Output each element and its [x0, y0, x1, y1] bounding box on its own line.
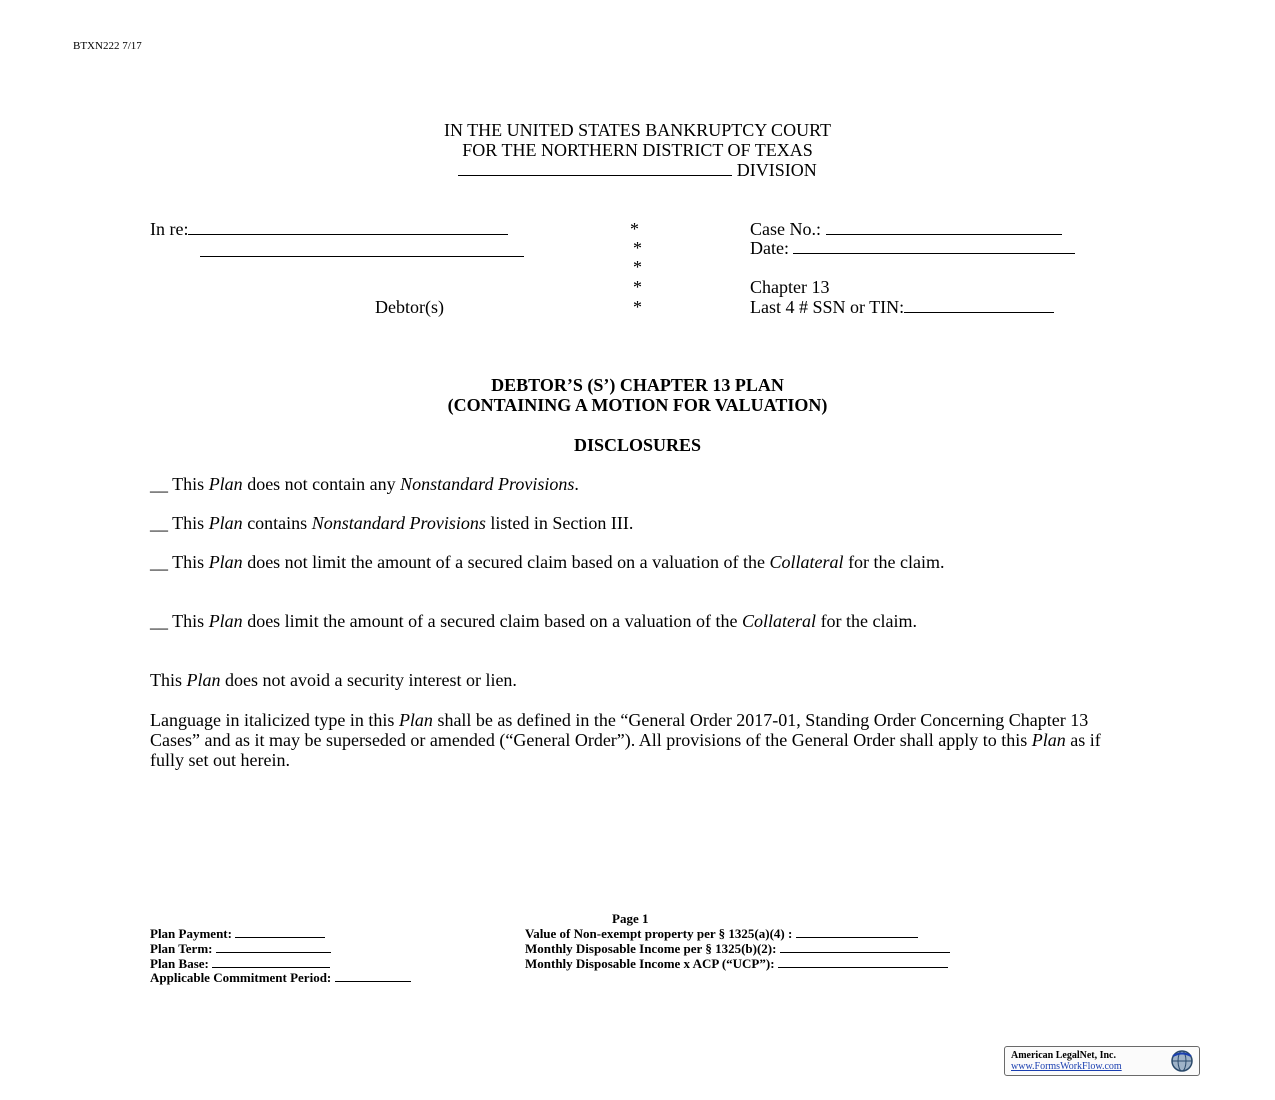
caption-star: * — [633, 238, 642, 258]
general-order-paragraph: Language in italicized type in this Plan shall be as defined in the “General Order 2017-01, Standing Order Concerning Chapter 13 Cases” and as it may be superseded or amended (“General Order”). All provisions of the General Order shall apply to this Plan as if fully set out herein. — [150, 710, 1101, 770]
mdi-line: Monthly Disposable Income per § 1325(b)(2): — [525, 941, 950, 956]
nonexempt-line: Value of Non-exempt property per § 1325(a)(4) : — [525, 926, 918, 941]
caption-star: * — [633, 277, 642, 297]
disclosure-has-nonstandard[interactable]: __ This Plan contains Nonstandard Provisions listed in Section III. — [150, 513, 634, 533]
caption-star: * — [630, 219, 639, 239]
caption-star: * — [633, 297, 642, 317]
plan-term-blank[interactable] — [216, 952, 331, 953]
legalnet-logo[interactable] — [1004, 1046, 1200, 1076]
debtor-name-line-2 — [200, 238, 524, 261]
disclosure-no-valuation-limit[interactable]: __ This Plan does not limit the amount of a secured claim based on a valuation of the Collateral for the claim. — [150, 552, 945, 572]
nonexempt-blank[interactable] — [796, 937, 918, 938]
acp-blank[interactable] — [335, 981, 411, 982]
chapter-label: Chapter 13 — [750, 277, 830, 297]
disclosure-no-lien-avoidance: This Plan does not avoid a security interest or lien. — [150, 670, 517, 690]
disclosure-no-nonstandard[interactable]: __ This Plan does not contain any Nonstandard Provisions. — [150, 474, 579, 494]
disclosures-heading: DISCLOSURES — [573, 435, 702, 455]
ssn-label: Last 4 # SSN or TIN: — [750, 297, 905, 317]
plan-subtitle: (CONTAINING A MOTION FOR VALUATION) — [447, 395, 828, 415]
logo-company: American LegalNet, Inc. — [1011, 1050, 1116, 1061]
court-division-line — [0, 160, 1275, 180]
logo-url-link[interactable]: www.FormsWorkFlow.com — [1011, 1061, 1122, 1072]
ucp-blank[interactable] — [778, 967, 948, 968]
plan-base-line: Plan Base: — [150, 956, 330, 971]
debtors-label: Debtor(s) — [375, 297, 444, 317]
in-re-label: In re: — [150, 219, 189, 239]
date-line — [750, 238, 1075, 258]
debtor-name-blank-1[interactable] — [188, 234, 508, 235]
plan-base-blank[interactable] — [212, 967, 330, 968]
caption-star: * — [633, 257, 642, 277]
ucp-line: Monthly Disposable Income x ACP (“UCP”): — [525, 956, 948, 971]
case-no-blank[interactable] — [826, 234, 1062, 235]
debtor-name-blank-2[interactable] — [200, 238, 524, 257]
plan-term-line: Plan Term: — [150, 941, 331, 956]
mdi-blank[interactable] — [780, 952, 950, 953]
globe-icon — [1169, 1049, 1195, 1073]
in-re-line — [150, 219, 508, 239]
division-label: DIVISION — [736, 160, 817, 180]
date-label: Date: — [750, 238, 789, 258]
plan-payment-line: Plan Payment: — [150, 926, 325, 941]
division-blank[interactable] — [458, 175, 732, 176]
date-blank[interactable] — [793, 253, 1075, 254]
disclosure-valuation-limit[interactable]: __ This Plan does limit the amount of a secured claim based on a valuation of the Collateral for the claim. — [150, 611, 918, 631]
ssn-line — [750, 297, 1054, 317]
page-number: Page 1 — [612, 911, 649, 926]
court-name: IN THE UNITED STATES BANKRUPTCY COURT — [444, 120, 831, 140]
form-id: BTXN222 7/17 — [73, 40, 142, 52]
plan-title: DEBTOR’S (S’) CHAPTER 13 PLAN — [491, 375, 784, 395]
plan-payment-blank[interactable] — [235, 937, 325, 938]
case-no-label: Case No.: — [750, 219, 821, 239]
acp-line: Applicable Commitment Period: — [150, 970, 411, 985]
case-no-line — [750, 219, 1062, 239]
ssn-blank[interactable] — [904, 312, 1054, 313]
court-district: FOR THE NORTHERN DISTRICT OF TEXAS — [462, 140, 813, 160]
